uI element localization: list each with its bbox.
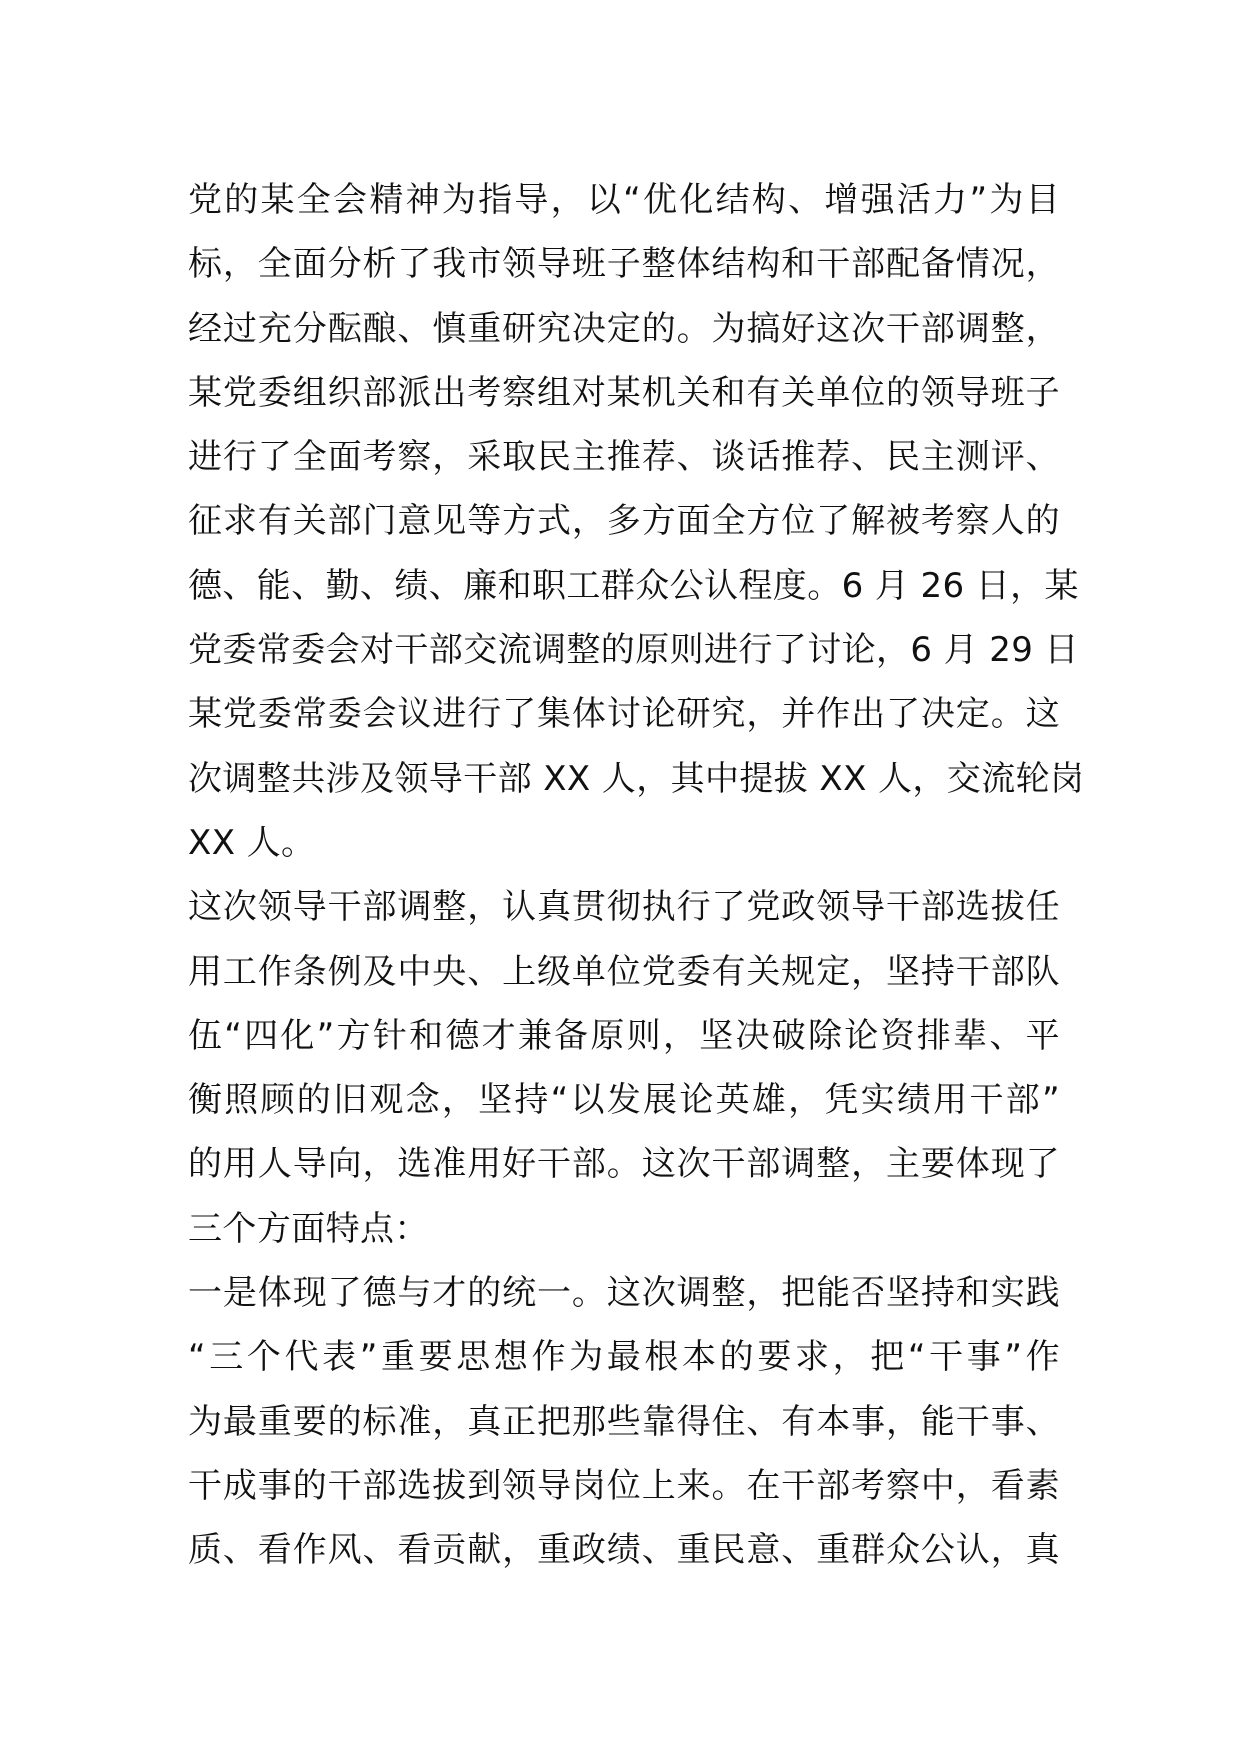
text-line: 某党委组织部派出考察组对某机关和有关单位的领导班子: [188, 372, 1060, 413]
text-line: 党委常委会对干部交流调整的原则进行了讨论，6 月 29 日: [188, 630, 1079, 671]
text-line: 进行了全面考察，采取民主推荐、谈话推荐、民主测评、: [188, 437, 1060, 478]
text-line: 经过充分酝酿、慎重研究决定的。为搞好这次干部调整，: [188, 308, 1060, 349]
text-line: 伍“四化”方针和德才兼备原则，坚决破除论资排辈、平: [188, 1015, 1060, 1056]
text-line: 次调整共涉及领导干部 XX 人，其中提拔 XX 人，交流轮岗: [188, 758, 1085, 799]
text-line: “三个代表”重要思想作为最根本的要求，把“干事”作: [188, 1337, 1060, 1378]
text-line: 三个方面特点：: [188, 1208, 429, 1249]
text-line: 为最重要的标准，真正把那些靠得住、有本事，能干事、: [188, 1401, 1060, 1442]
text-line: 德、能、勤、绩、廉和职工群众公认程度。6 月 26 日，某: [188, 565, 1079, 606]
text-line: 干成事的干部选拔到领导岗位上来。在干部考察中，看素: [188, 1465, 1060, 1506]
text-line: 这次领导干部调整，认真贯彻执行了党政领导干部选拔任: [188, 887, 1060, 928]
text-line: 衡照顾的旧观念，坚持“以发展论英雄，凭实绩用干部”: [188, 1080, 1060, 1121]
text-line: 党的某全会精神为指导，以“优化结构、增强活力”为目: [188, 180, 1060, 220]
text-line: 征求有关部门意见等方式，多方面全方位了解被考察人的: [188, 501, 1060, 542]
text-line: 的用人导向，选准用好干部。这次干部调整，主要体现了: [188, 1144, 1060, 1185]
document-body: [188, 168, 1085, 1583]
text-line: XX 人。: [188, 822, 316, 863]
text-line: 一是体现了德与才的统一。这次调整，把能否坚持和实践: [188, 1273, 1060, 1314]
text-line: 某党委常委会议进行了集体讨论研究，并作出了决定。这: [188, 694, 1060, 735]
text-line: 标，全面分析了我市领导班子整体结构和干部配备情况，: [188, 244, 1060, 285]
text-line: 用工作条例及中央、上级单位党委有关规定，坚持干部队: [188, 951, 1060, 992]
text-line: 质、看作风、看贡献，重政绩、重民意、重群众公认，真: [188, 1530, 1060, 1571]
